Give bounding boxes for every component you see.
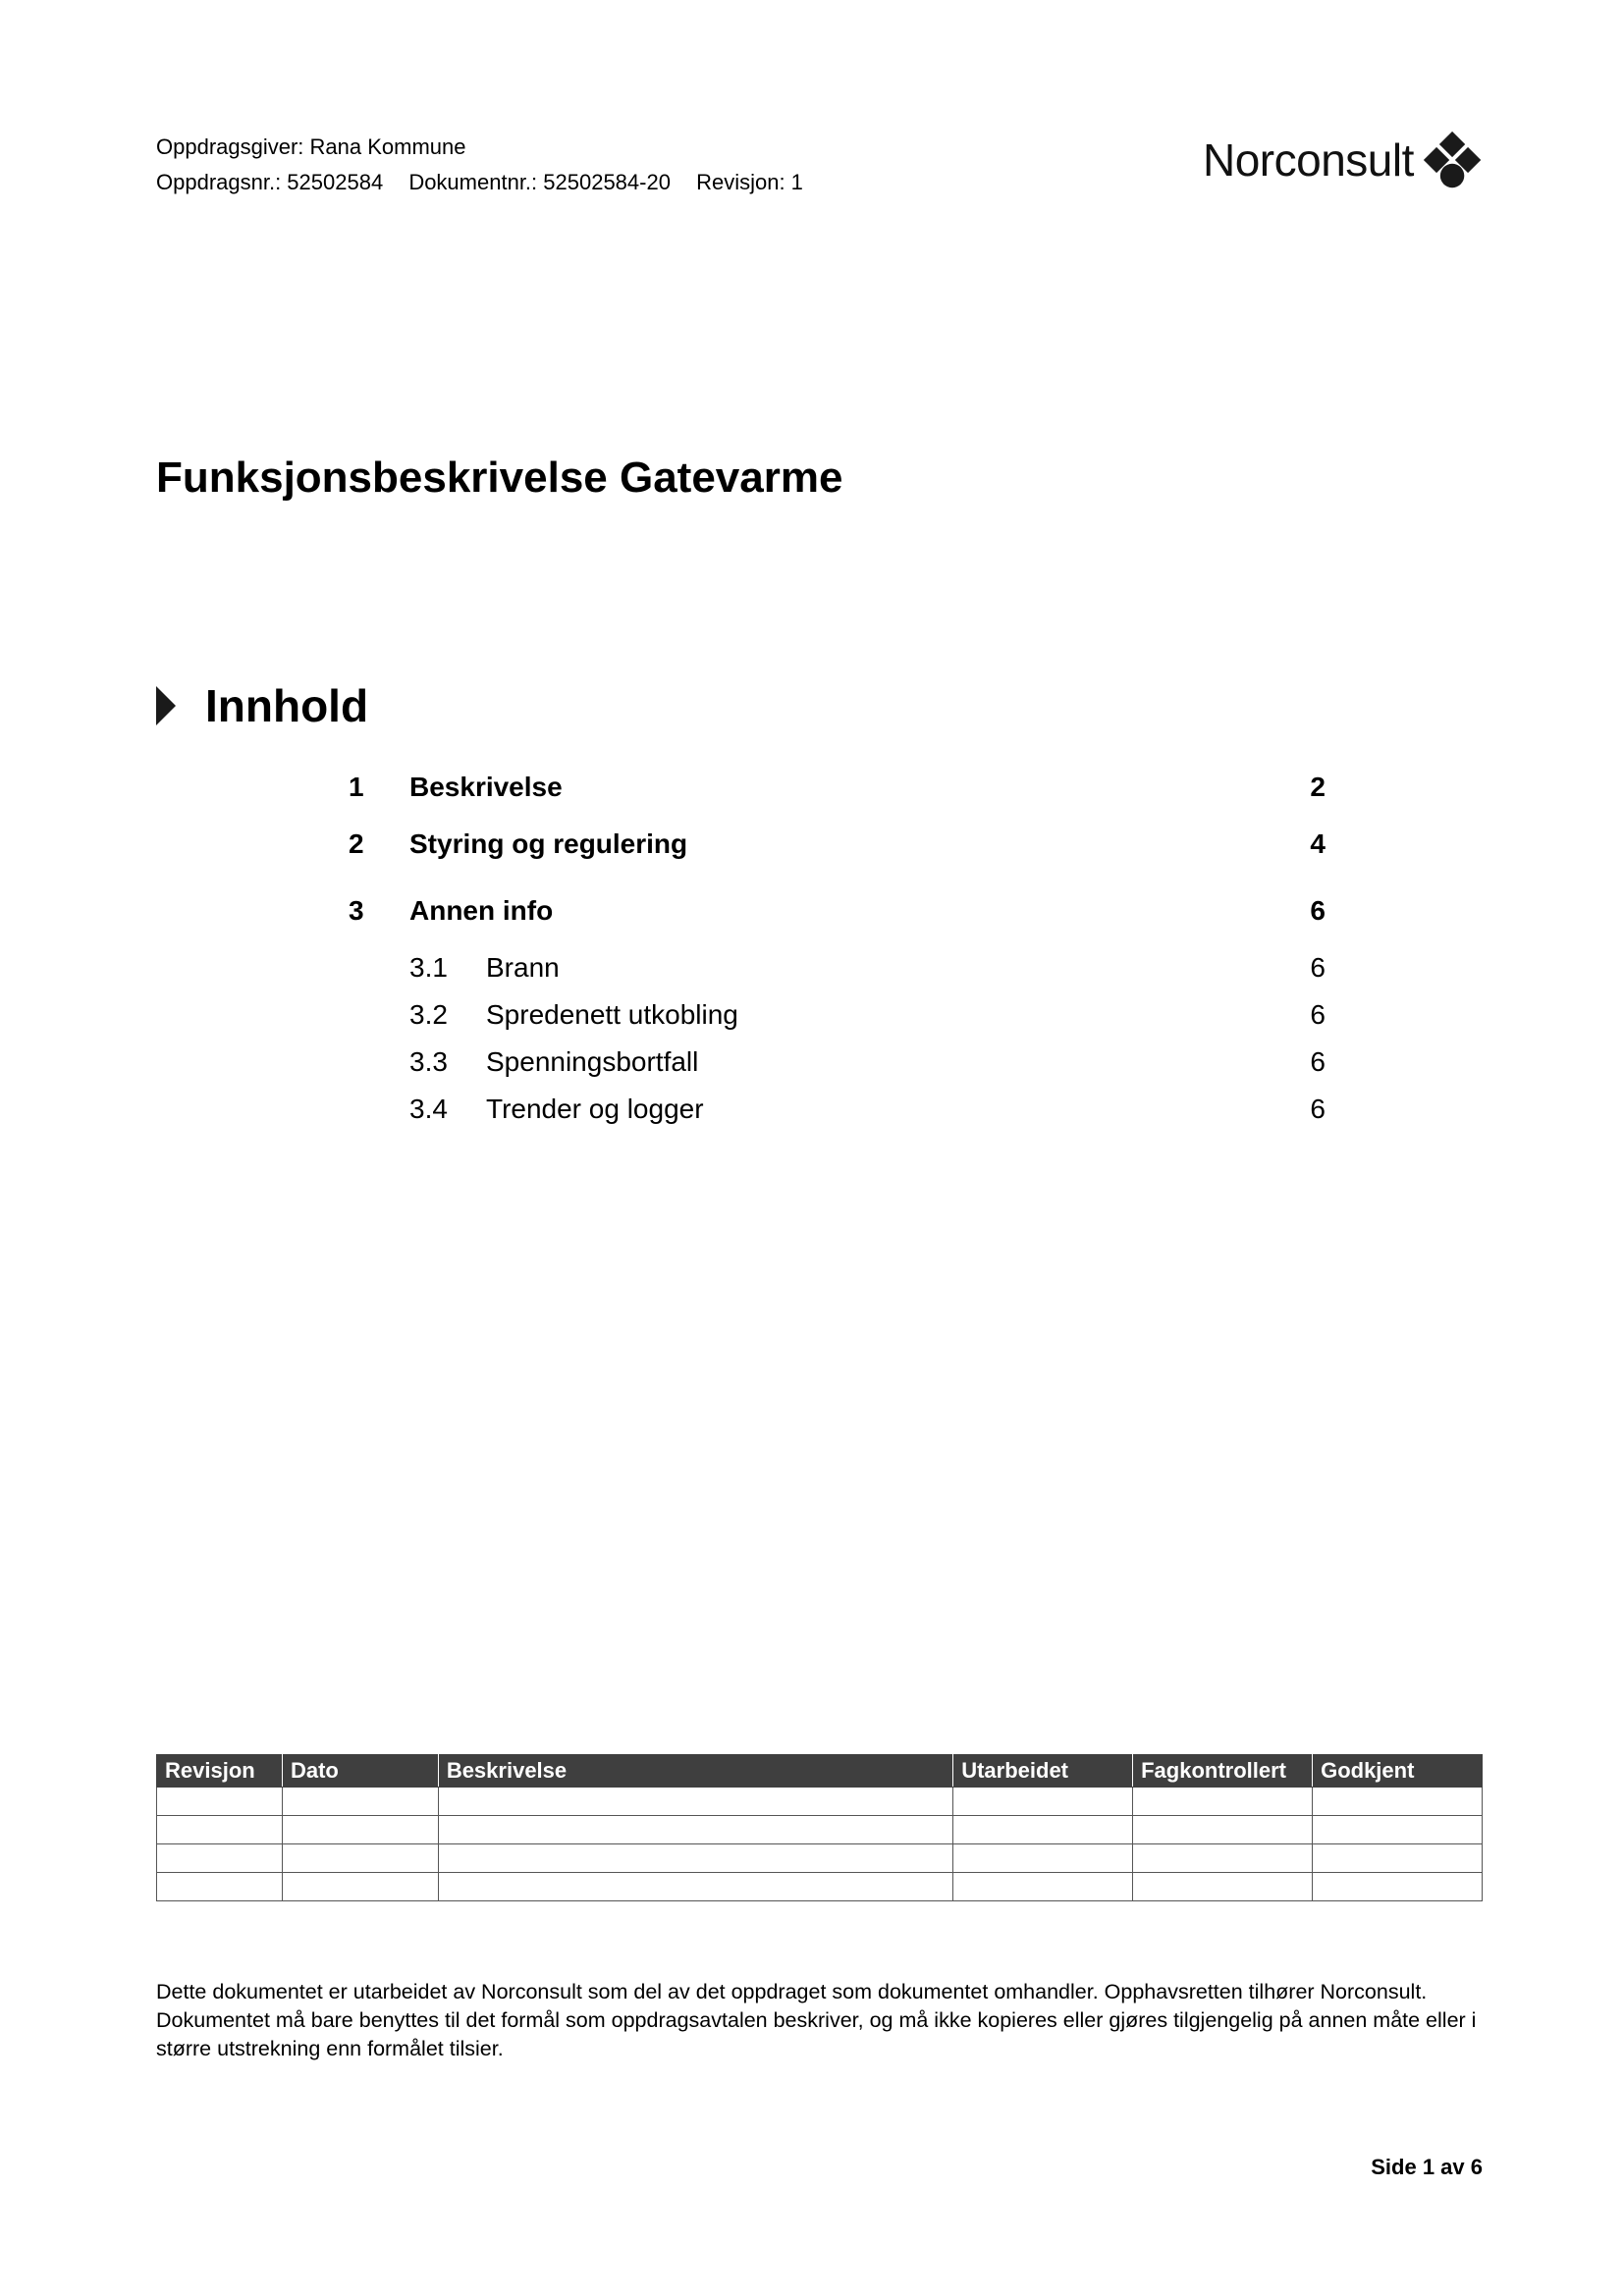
table-cell bbox=[157, 1873, 283, 1901]
toc-entry[interactable] bbox=[349, 764, 1326, 811]
revision-table-column-header: Utarbeidet bbox=[953, 1755, 1133, 1788]
toc-entry-label: Spenningsbortfall bbox=[486, 1046, 699, 1077]
table-of-contents bbox=[349, 764, 1326, 1133]
toc-heading-text: Innhold bbox=[205, 680, 369, 731]
table-cell bbox=[953, 1816, 1133, 1844]
table-cell bbox=[438, 1844, 952, 1873]
page-number: Side 1 av 6 bbox=[1371, 2155, 1483, 2179]
table-cell bbox=[1133, 1788, 1313, 1816]
toc-entry-number: 3.2 bbox=[409, 999, 448, 1030]
revision-number: Revisjon: 1 bbox=[696, 170, 803, 194]
toc-entry-label: Trender og logger bbox=[486, 1094, 704, 1124]
toc-entry-number: 3.3 bbox=[409, 1046, 448, 1077]
revision-table bbox=[156, 1754, 1483, 1901]
table-cell bbox=[1313, 1816, 1483, 1844]
toc-entry-label: Styring og regulering bbox=[409, 828, 688, 859]
toc-entry-page: 6 bbox=[1310, 1094, 1326, 1124]
document-header bbox=[156, 130, 823, 200]
table-cell bbox=[157, 1844, 283, 1873]
toc-entry-label: Annen info bbox=[409, 895, 554, 926]
toc-entry-page: 6 bbox=[1310, 999, 1326, 1030]
table-cell bbox=[953, 1873, 1133, 1901]
table-cell bbox=[1313, 1788, 1483, 1816]
table-cell bbox=[282, 1873, 438, 1901]
document-title: Funksjonsbeskrivelse Gatevarme bbox=[156, 454, 843, 502]
norconsult-logo bbox=[1203, 126, 1483, 194]
toc-entry-page: 6 bbox=[1310, 895, 1326, 926]
table-cell bbox=[157, 1816, 283, 1844]
revision-table-column-header: Revisjon bbox=[157, 1755, 283, 1788]
toc-entry-number: 1 bbox=[349, 772, 364, 802]
table-cell bbox=[438, 1816, 952, 1844]
table-row bbox=[157, 1844, 1483, 1873]
table-cell bbox=[438, 1873, 952, 1901]
toc-entry-number: 3.1 bbox=[409, 952, 448, 983]
revision-table-column-header: Beskrivelse bbox=[438, 1755, 952, 1788]
table-cell bbox=[282, 1816, 438, 1844]
toc-entry-number: 3.4 bbox=[409, 1094, 448, 1124]
table-cell bbox=[157, 1788, 283, 1816]
table-cell bbox=[1313, 1844, 1483, 1873]
norconsult-diamond-logo-icon bbox=[1422, 128, 1483, 192]
client-line: Oppdragsgiver: Rana Kommune bbox=[156, 134, 466, 159]
toc-entry[interactable] bbox=[349, 991, 1326, 1039]
table-cell bbox=[1313, 1873, 1483, 1901]
toc-entry[interactable] bbox=[349, 944, 1326, 991]
toc-entry[interactable] bbox=[349, 1086, 1326, 1133]
reference-line bbox=[156, 165, 823, 200]
logo-text: Norconsult bbox=[1203, 134, 1414, 186]
toc-entry-page: 6 bbox=[1310, 952, 1326, 983]
revision-table-column-header: Fagkontrollert bbox=[1133, 1755, 1313, 1788]
table-cell bbox=[438, 1788, 952, 1816]
table-cell bbox=[1133, 1816, 1313, 1844]
toc-entry-page: 4 bbox=[1310, 828, 1326, 859]
toc-entry-number: 2 bbox=[349, 828, 364, 859]
toc-heading bbox=[156, 679, 368, 732]
revision-table-body bbox=[157, 1788, 1483, 1901]
table-cell bbox=[953, 1844, 1133, 1873]
table-cell bbox=[282, 1844, 438, 1873]
document-number: Dokumentnr.: 52502584-20 bbox=[408, 170, 671, 194]
toc-entry-label: Spredenett utkobling bbox=[486, 999, 738, 1030]
revision-table-column-header: Godkjent bbox=[1313, 1755, 1483, 1788]
toc-entry[interactable] bbox=[349, 878, 1326, 944]
table-cell bbox=[282, 1788, 438, 1816]
revision-table-header bbox=[157, 1755, 1483, 1788]
table-cell bbox=[1133, 1873, 1313, 1901]
table-row bbox=[157, 1788, 1483, 1816]
triangle-right-icon bbox=[156, 686, 176, 725]
toc-entry-label: Beskrivelse bbox=[409, 772, 563, 802]
assignment-number: Oppdragsnr.: 52502584 bbox=[156, 170, 384, 194]
toc-entry-page: 2 bbox=[1310, 772, 1326, 802]
revision-table-column-header: Dato bbox=[282, 1755, 438, 1788]
table-cell bbox=[953, 1788, 1133, 1816]
toc-entry-number: 3 bbox=[349, 895, 364, 926]
toc-entry[interactable] bbox=[349, 811, 1326, 878]
table-cell bbox=[1133, 1844, 1313, 1873]
table-row bbox=[157, 1816, 1483, 1844]
toc-entry-label: Brann bbox=[486, 952, 560, 983]
copyright-disclaimer: Dette dokumentet er utarbeidet av Norconsult som del av det oppdraget som dokumentet omhandler. Opphavsretten tilhører Norconsult. Dokumentet må bare benyttes til det formål som oppdragsavtalen beskriver, og må ikke kopieres eller gjøres tilgjengelig på annen måte eller i større utstrekning enn formålet tilsier. bbox=[156, 1980, 1477, 2060]
toc-entry[interactable] bbox=[349, 1039, 1326, 1086]
table-row bbox=[157, 1873, 1483, 1901]
toc-entry-page: 6 bbox=[1310, 1046, 1326, 1077]
